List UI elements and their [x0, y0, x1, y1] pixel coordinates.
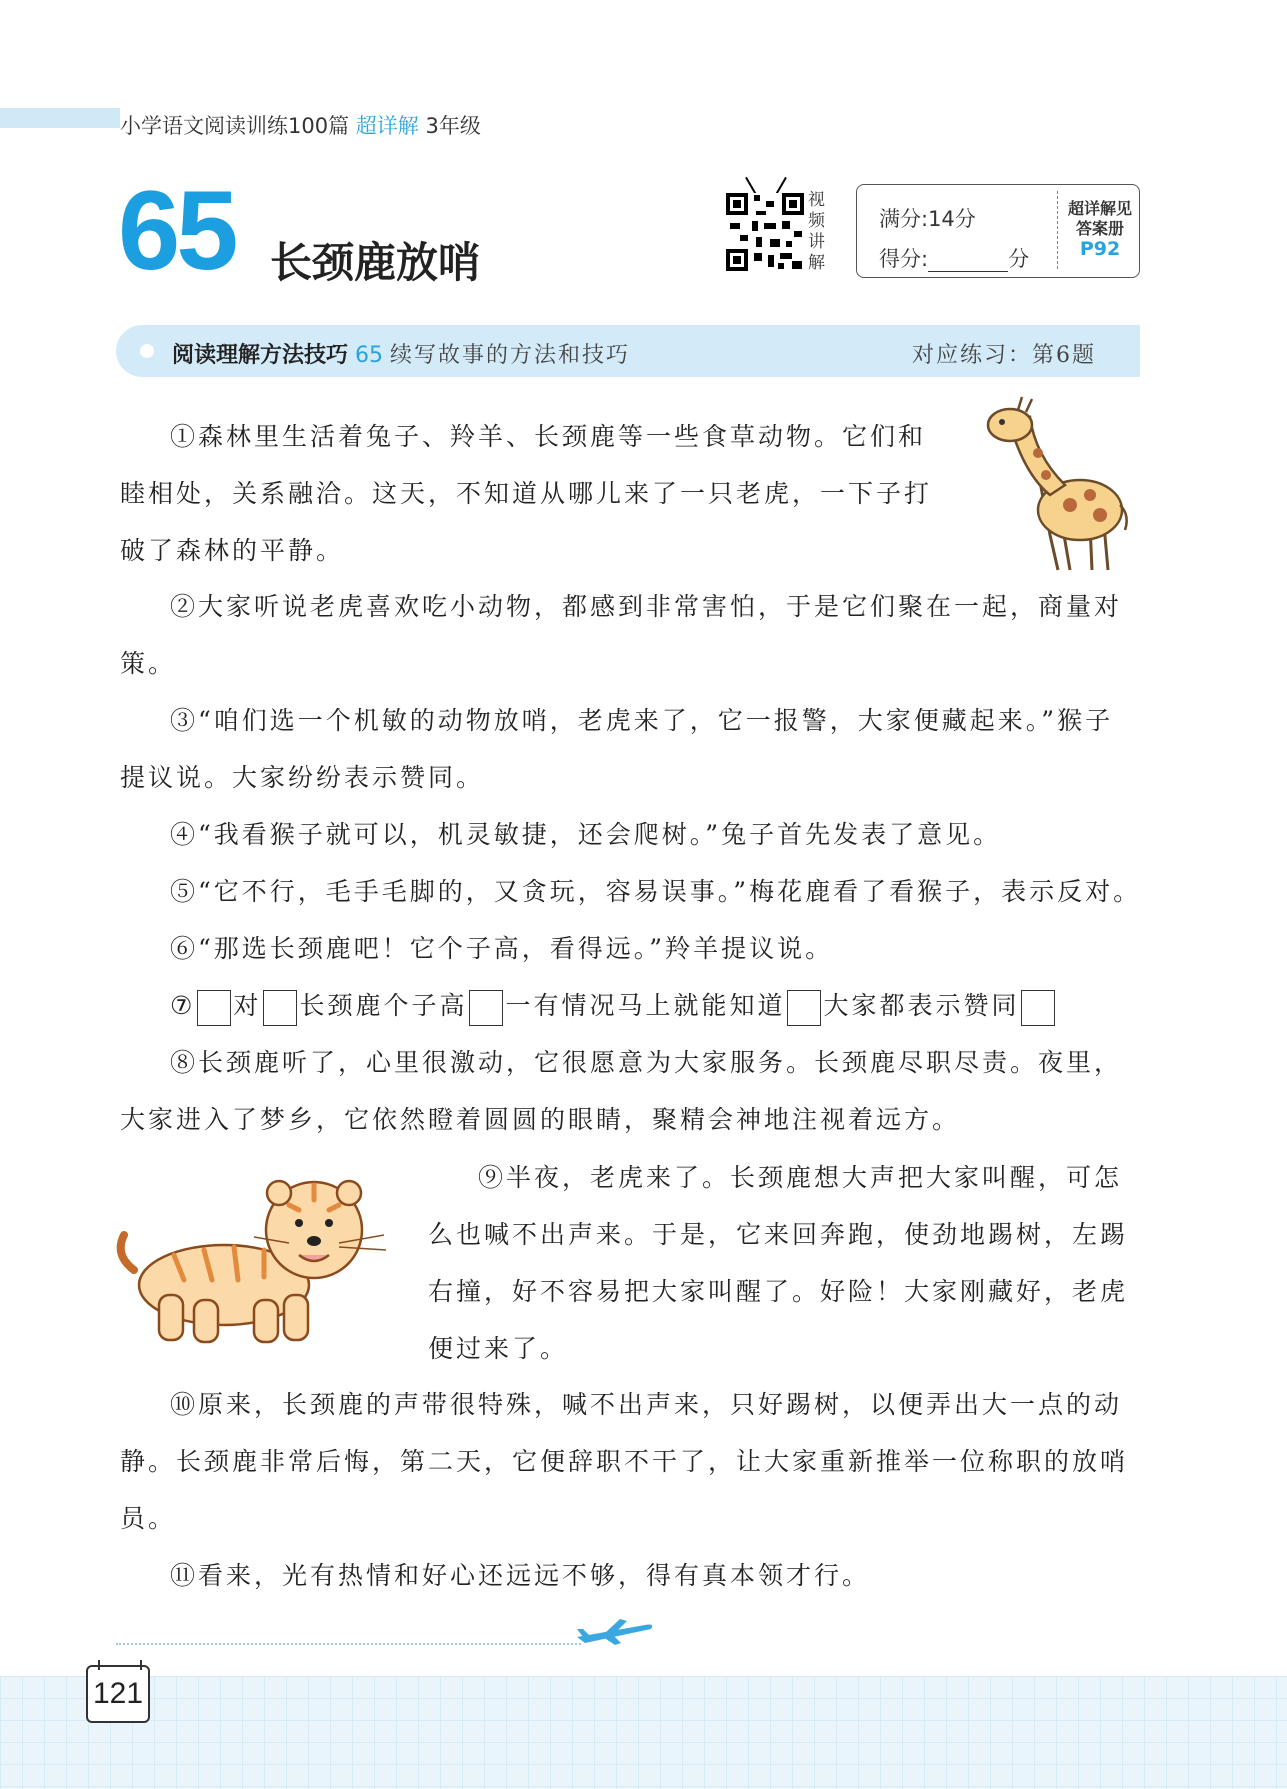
answer-ref-line1: 超详解见: [1067, 199, 1132, 218]
got-score-row: [879, 239, 1029, 279]
calendar-rings-icon: [98, 1660, 142, 1670]
story-end-block: [120, 1376, 1140, 1604]
paragraph-3: ③“咱们选一个机敏的动物放哨，老虎来了，它一报警，大家便藏起来。”猴子提议说。大家纷纷表示赞同。: [120, 706, 1114, 792]
score-divider: [1057, 191, 1058, 269]
qr-video-label: [808, 190, 828, 274]
qr-label-char: 讲: [808, 232, 825, 252]
method-tip: [172, 338, 630, 369]
punctuation-blank-3[interactable]: [469, 990, 503, 1026]
method-bullet: [140, 344, 154, 358]
lesson-number: 65: [118, 168, 235, 293]
paragraph-7-fill-blanks: [120, 977, 1140, 1034]
story-top-block: [120, 408, 950, 579]
answer-ref-line2: 答案册: [1075, 219, 1124, 238]
answer-ref-page: P92: [1079, 238, 1121, 260]
qr-code-icon[interactable]: [726, 193, 804, 271]
tiger-illustration: [114, 1175, 394, 1350]
qr-label-char: 视: [808, 190, 825, 210]
story-main-block: [120, 578, 1140, 1148]
page-number-calendar: [86, 1665, 150, 1723]
paragraph-1: ①森林里生活着兔子、羚羊、长颈鹿等一些食草动物。它们和睦相处，关系融洽。这天，不知道从哪儿来了一只老虎，一下子打破了森林的平静。: [120, 422, 933, 565]
paragraph-9: ⑨半夜，老虎来了。长颈鹿想大声把大家叫醒，可怎么也喊不出声来。于是，它来回奔跑，使劲地踢树，左踢右撞，好不容易把大家叫醒了。好险！大家刚藏好，老虎便过来了。: [428, 1163, 1129, 1363]
punctuation-blank-2[interactable]: [263, 990, 297, 1026]
punctuation-blank-1[interactable]: [197, 990, 231, 1026]
p7-seg1: 对: [233, 991, 262, 1020]
qr-label-char: 解: [808, 253, 825, 273]
got-score-label: 得分:: [879, 247, 929, 271]
paragraph-11: ⑪看来，光有热情和好心还远远不够，得有真本领才行。: [170, 1561, 871, 1590]
punctuation-blank-5[interactable]: [1021, 990, 1055, 1026]
paragraph-6: ⑥“那选长颈鹿吧！它个子高，看得远。”羚羊提议说。: [170, 934, 834, 963]
answer-reference: [1061, 199, 1139, 259]
footer-dotted-divider: [116, 1643, 581, 1645]
score-box: [856, 184, 1140, 278]
book-title: 小学语文阅读训练100篇: [120, 114, 350, 138]
method-practice: 对应练习：第6题: [912, 343, 1096, 368]
airplane-icon: [575, 1617, 655, 1647]
qr-label-char: 频: [808, 211, 825, 231]
book-header: [120, 110, 481, 140]
got-score-unit: 分: [1008, 247, 1030, 271]
method-description: 续写故事的方法和技巧: [390, 343, 631, 368]
book-highlight: 超详解: [355, 114, 419, 138]
paragraph-10: ⑩原来，长颈鹿的声带很特殊，喊不出声来，只好踢树，以便弄出大一点的动静。长颈鹿非常后悔，第二天，它便辞职不干了，让大家重新推举一位称职的放哨员。: [120, 1390, 1129, 1533]
story-tiger-block: [428, 1149, 1140, 1377]
p7-seg3: 一有情况马上就能知道: [505, 991, 786, 1020]
book-grade: 3年级: [425, 114, 481, 138]
giraffe-illustration: [980, 395, 1130, 575]
method-label: 阅读理解方法技巧: [172, 343, 349, 368]
p7-seg4: 大家都表示赞同: [823, 991, 1020, 1020]
p7-number: ⑦: [170, 991, 196, 1020]
p7-seg2: 长颈鹿个子高: [299, 991, 468, 1020]
full-score: 满分:14分: [879, 207, 976, 231]
paragraph-8: ⑧长颈鹿听了，心里很激动，它很愿意为大家服务。长颈鹿尽职尽责。夜里，大家进入了梦乡，它依然瞪着圆圆的眼睛，聚精会神地注视着远方。: [120, 1048, 1123, 1134]
header-accent-bar: [0, 108, 120, 128]
page-number: 121: [92, 1677, 144, 1710]
footer-grid-background: [0, 1676, 1287, 1789]
got-score-blank[interactable]: [928, 249, 1008, 272]
lesson-title: 长颈鹿放哨: [270, 238, 481, 287]
punctuation-blank-4[interactable]: [787, 990, 821, 1026]
paragraph-5: ⑤“它不行，毛手毛脚的，又贪玩，容易误事。”梅花鹿看了看猴子，表示反对。: [170, 877, 1142, 906]
paragraph-2: ②大家听说老虎喜欢吃小动物，都感到非常害怕，于是它们聚在一起，商量对策。: [120, 592, 1123, 678]
method-number: 65: [355, 343, 384, 368]
score-fields: [879, 199, 1029, 279]
paragraph-4: ④“我看猴子就可以，机灵敏捷，还会爬树。”兔子首先发表了意见。: [170, 820, 1002, 849]
